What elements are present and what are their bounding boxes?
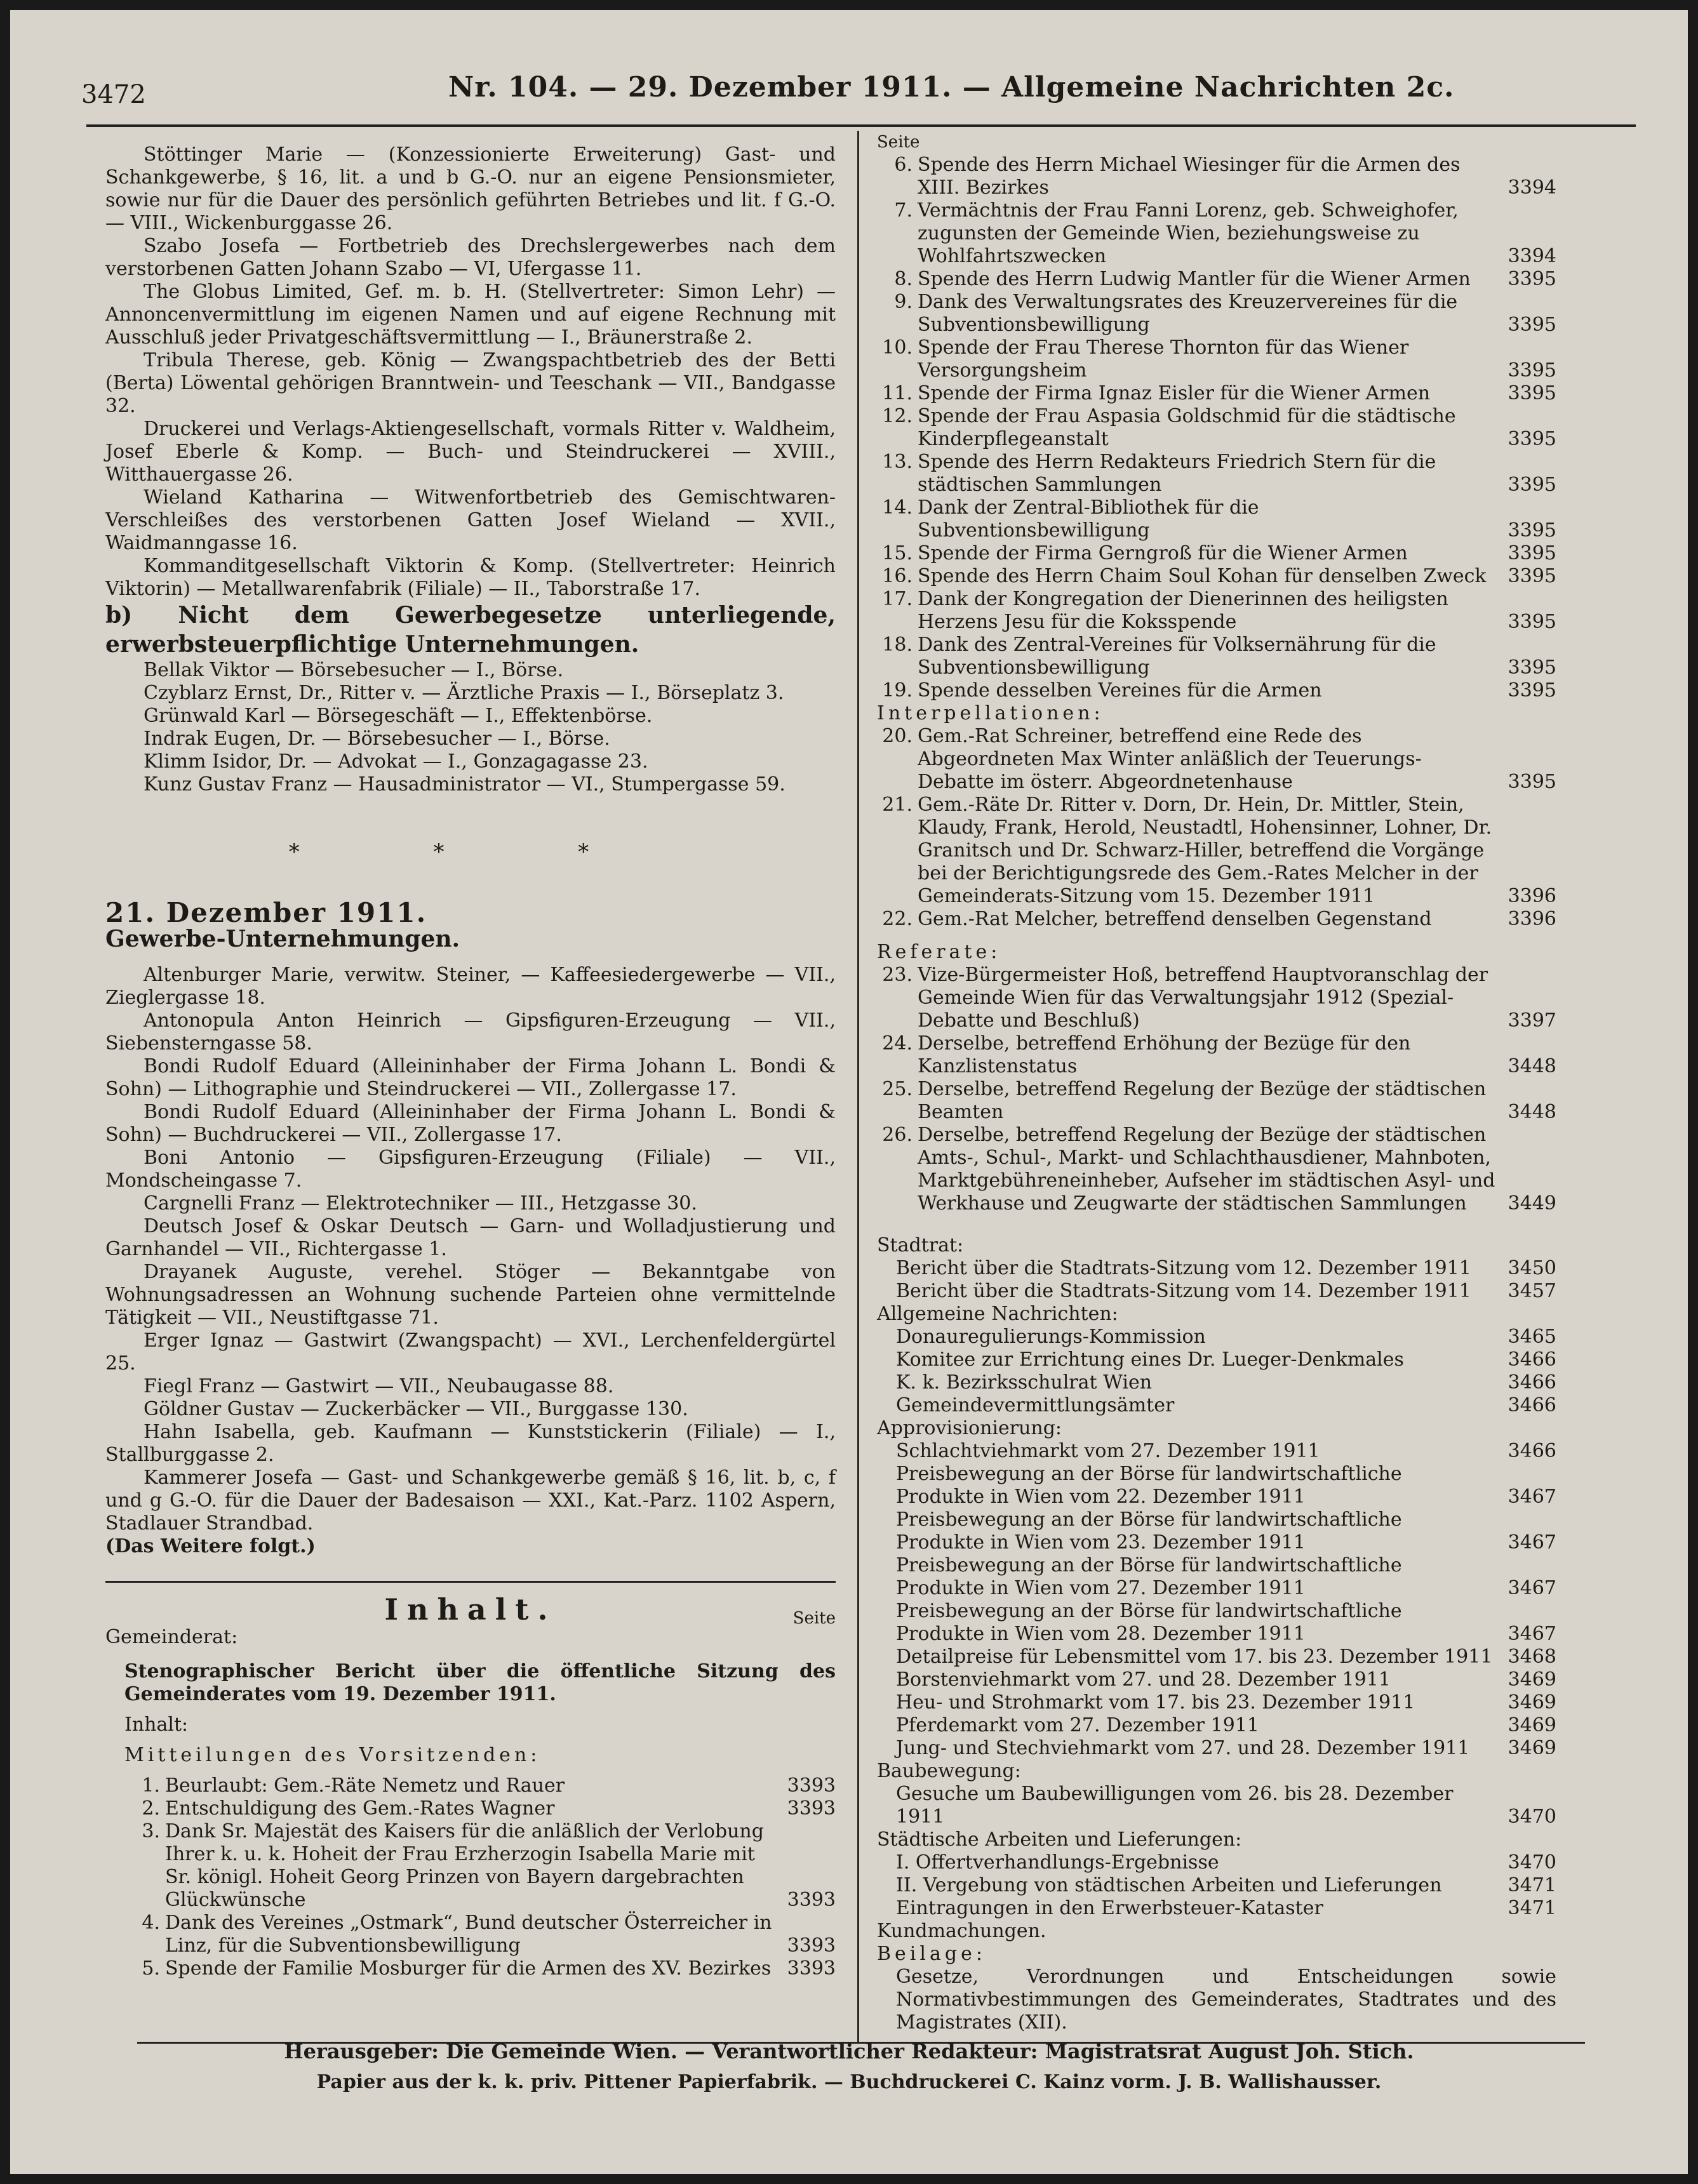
toc-entry-page: 3469 (1507, 1691, 1556, 1714)
toc-entry-page: 3450 (1507, 1257, 1556, 1279)
toc-entry-text: Gem.-Rat Melcher, betreffend denselben Gegenstand (918, 908, 1432, 930)
toc-list-a (877, 154, 1556, 702)
sub-heading: Gewerbe-Unternehmungen. (105, 926, 460, 952)
toc-entry-number: 17. (882, 588, 913, 610)
toc-entry (877, 1371, 1556, 1394)
bericht-title: Stenographischer Bericht über die öffentliche Sitzung des Gemeinderates vom 19. Dezember 1911. (124, 1660, 836, 1705)
toc-entry-text: Gem.-Rat Schreiner, betreffend eine Rede des Abgeordneten Max Winter anläßlich der Teuerungs-Debatte im österr. Abgeordnetenhause (918, 725, 1422, 793)
toc-staedt (877, 1851, 1556, 1920)
toc-entry-text: Spende des Herrn Chaim Soul Kohan für denselben Zweck (918, 565, 1487, 587)
toc-entry-text: Detailpreise für Lebensmittel vom 17. bis 23. Dezember 1911 (896, 1646, 1493, 1668)
toc-entry (877, 405, 1556, 451)
toc-entry (877, 1032, 1556, 1078)
toc-entry (877, 1737, 1556, 1760)
toc-entry-number: 4. (142, 1912, 160, 1934)
toc-entry-number: 13. (882, 451, 913, 473)
entries-top (105, 143, 836, 601)
toc-entry-text: Spende der Firma Ignaz Eisler für die Wiener Armen (918, 382, 1431, 404)
toc-entry-text: Jung- und Stechviehmarkt vom 27. und 28. Dezember 1911 (896, 1737, 1470, 1759)
register-entry: Klimm Isidor, Dr. — Advokat — I., Gonzagagasse 23. (144, 750, 648, 773)
toc-entry-page: 3468 (1507, 1646, 1556, 1668)
interpellationen-label: Interpellationen: (877, 702, 1104, 724)
toc-entry-page: 3467 (1507, 1486, 1556, 1508)
toc-entry (877, 565, 1556, 588)
toc-entry (877, 1257, 1556, 1280)
register-entry: Bondi Rudolf Eduard (Alleininhaber der Firma Johann L. Bondi & Sohn) — Buchdruckerei — VII., Zollergasse 17. (105, 1101, 836, 1146)
entries-21 (105, 964, 836, 1535)
register-entry: Deutsch Josef & Oskar Deutsch — Garn- und Wolladjustierung und Garnhandel — VII., Richtergasse 1. (105, 1215, 836, 1260)
toc-entry-text: Derselbe, betreffend Regelung der Bezüge der städtischen Amts-, Schul-, Markt- und Schlachthausdiener, Mahnboten, Marktgebühreneinheber, Aufseher im städtischen Asyl- und Werkhause und Zeugwarte der städtischen Sammlungen (918, 1124, 1495, 1215)
toc-entry (877, 1078, 1556, 1124)
toc-entry-page: 3393 (787, 1934, 836, 1957)
toc-entry-text: Gesuche um Baubewilligungen vom 26. bis 28. Dezember 1911 (896, 1783, 1454, 1828)
inhalt-rule (105, 1581, 836, 1583)
toc-entry (877, 1897, 1556, 1920)
toc-entry-page: 3393 (787, 1797, 836, 1820)
toc-entry-text: Dank Sr. Majestät des Kaisers für die anläßlich der Verlobung Ihrer k. u. k. Hoheit der Frau Erzherzogin Isabella Marie mit Sr. königl. Hoheit Georg Prinzen von Bayern dargebrachten Glückwünsche (165, 1820, 764, 1911)
kund-label: Kundmachungen. (877, 1920, 1046, 1942)
toc-entry-page: 3448 (1507, 1101, 1556, 1123)
toc-entry-text: Schlachtviehmarkt vom 27. Dezember 1911 (896, 1440, 1320, 1462)
continued-note: (Das Weitere folgt.) (105, 1535, 316, 1557)
register-entry: The Globus Limited, Gef. m. b. H. (Stellvertreter: Simon Lehr) — Annoncenvermittlung im eigenen Namen und auf eigene Rechnung mit Ausschluß jeder Privatgeschäftsvermittlung — I., Bräunerstraße 2. (105, 281, 836, 349)
toc-entry-text: Dank der Kongregation der Dienerinnen des heiligsten Herzens Jesu für die Koksspende (918, 588, 1448, 633)
toc-entry-text: Spende der Frau Aspasia Goldschmid für die städtische Kinderpflegeanstalt (918, 405, 1456, 450)
toc-entry (877, 588, 1556, 634)
toc-entry-number: 21. (882, 794, 913, 816)
toc-entry (877, 1394, 1556, 1417)
toc-entry-text: Dank des Zentral-Vereines für Volksernährung für die Subventionsbewilligung (918, 634, 1436, 679)
toc-entry-page: 3466 (1507, 1440, 1556, 1462)
register-entry: Stöttinger Marie — (Konzessionierte Erweiterung) Gast- und Schankgewerbe, § 16, lit. a und b G.-O. nur an eigene Pensionsmieter, sowie nur für die Dauer des persönlich geführten Betriebes und lit. f G.-O. — VIII., Wickenburggasse 26. (105, 143, 836, 234)
toc-entry-page: 3395 (1507, 268, 1556, 290)
toc-entry-text: Dank der Zentral-Bibliothek für die Subventionsbewilligung (918, 496, 1259, 542)
toc-entry-text: Beurlaubt: Gem.-Räte Nemetz und Rauer (165, 1774, 565, 1797)
toc-entry-number: 10. (882, 336, 913, 359)
toc-entry-text: Gem.-Räte Dr. Ritter v. Dorn, Dr. Hein, Dr. Mittler, Stein, Klaudy, Frank, Herold, Neustadtl, Hohensinner, Lohner, Dr. Granitsch und Dr. Schwarz-Hiller, betreffend die Vorgänge bei der Berichtigungsrede des Gem.-Rates Melcher in der Gemeinderats-Sitzung vom 15. Dezember 1911 (918, 794, 1492, 907)
toc-entry-page: 3394 (1507, 245, 1556, 267)
toc-entry-text: Pferdemarkt vom 27. Dezember 1911 (896, 1714, 1260, 1736)
inhalt-title (105, 1592, 836, 1628)
toc-entry-text: Derselbe, betreffend Erhöhung der Bezüge für den Kanzlistenstatus (918, 1032, 1411, 1077)
toc-entry (877, 1600, 1556, 1646)
toc-entry (877, 496, 1556, 542)
toc-entry-page: 3465 (1507, 1326, 1556, 1348)
toc-entry-text: Vize-Bürgermeister Hoß, betreffend Hauptvoranschlag der Gemeinde Wien für das Verwaltungsjahr 1912 (Spezial-Debatte und Beschluß) (918, 964, 1488, 1032)
approv-label: Approvisionierung: (877, 1417, 1062, 1439)
register-entry: Szabo Josefa — Fortbetrieb des Drechslergewerbes nach dem verstorbenen Gatten Johann Szabo — VI, Ufergasse 11. (105, 235, 836, 280)
toc-entry-text: Spende des Herrn Redakteurs Friedrich Stern für die städtischen Sammlungen (918, 451, 1436, 496)
toc-entry-text: Spende des Herrn Ludwig Mantler für die Wiener Armen (918, 268, 1471, 290)
toc-entry-text: Heu- und Strohmarkt vom 17. bis 23. Dezember 1911 (896, 1691, 1415, 1714)
register-entry: Kammerer Josefa — Gast- und Schankgewerbe gemäß § 16, lit. b, c, f und g G.-O. für die Dauer der Badesaison — XXI., Kat.-Parz. 1102 Aspern, Stadlauer Strandbad. (105, 1467, 836, 1535)
toc-entry (877, 1668, 1556, 1691)
toc-entry-number: 25. (882, 1078, 913, 1100)
toc-entry-text: II. Vergebung von städtischen Arbeiten und Lieferungen (896, 1874, 1442, 1896)
register-entry: Drayanek Auguste, verehel. Stöger — Bekanntgabe von Wohnungsadressen an Wohnung suchende Parteien ohne vermittelnde Tätigkeit — VII., Neustiftgasse 71. (105, 1261, 836, 1329)
toc-entry (877, 1124, 1556, 1215)
toc-entry-text: Vermächtnis der Frau Fanni Lorenz, geb. Schweighofer, zugunsten der Gemeinde Wien, beziehungsweise zu Wohlfahrtszwecken (918, 199, 1459, 267)
toc-entry (877, 1440, 1556, 1463)
register-entry: Kommanditgesellschaft Viktorin & Komp. (Stellvertreter: Heinrich Viktorin) — Metallwarenfabrik (Filiale) — II., Taborstraße 17. (105, 555, 836, 600)
toc-stadtrat (877, 1257, 1556, 1303)
toc-entry-text: Preisbewegung an der Börse für landwirtschaftliche Produkte in Wien vom 23. Dezember 1911 (896, 1508, 1402, 1554)
page-header-title: Nr. 104. — 29. Dezember 1911. — Allgemeine Nachrichten 2c. (448, 71, 1455, 103)
toc-entry (877, 268, 1556, 291)
allg-label: Allgemeine Nachrichten: (877, 1303, 1118, 1325)
toc-entry (877, 1554, 1556, 1600)
toc-entry-text: Dank des Vereines „Ostmark“, Bund deutscher Österreicher in Linz, für die Subventionsbewilligung (165, 1912, 772, 1957)
toc-entry (877, 1646, 1556, 1668)
mitteilungen-label: Mitteilungen des Vorsitzenden: (124, 1744, 541, 1766)
toc-entry-page: 3396 (1507, 908, 1556, 930)
toc-entry-number: 22. (882, 908, 913, 930)
toc-entry-number: 23. (882, 964, 913, 986)
toc-entry (877, 1463, 1556, 1508)
toc-entry-text: Spende der Firma Gerngroß für die Wiener Armen (918, 542, 1408, 564)
register-entry: Kunz Gustav Franz — Hausadministrator — VI., Stumpergasse 59. (144, 773, 785, 796)
toc-entry (877, 1874, 1556, 1897)
toc-entry-number: 1. (142, 1774, 160, 1797)
toc-entry-text: I. Offertverhandlungs-Ergebnisse (896, 1851, 1219, 1874)
imprint-printer: Papier aus der k. k. priv. Pittener Papierfabrik. — Buchdruckerei C. Kainz vorm. J. B. Wallishausser. (316, 2071, 1382, 2093)
toc-entry-text: K. k. Bezirksschulrat Wien (896, 1371, 1153, 1394)
toc-entry-page: 3469 (1507, 1668, 1556, 1691)
toc-list-c (877, 964, 1556, 1215)
referate-label: Referate: (877, 941, 1001, 963)
toc-entry-page: 3395 (1507, 679, 1556, 702)
toc-approv (877, 1440, 1556, 1760)
seite-label-left: Seite (792, 1609, 836, 1628)
newspaper-page (10, 10, 1688, 2174)
toc-entry-page: 3394 (1507, 176, 1556, 199)
register-entry: Grünwald Karl — Börsegeschäft — I., Effektenbörse. (144, 705, 653, 727)
toc-entry-page: 3393 (787, 1889, 836, 1911)
toc-entry (877, 1691, 1556, 1714)
toc-entry-number: 16. (882, 565, 913, 587)
toc-entry-page: 3395 (1507, 359, 1556, 382)
date-heading: 21. Dezember 1911. (105, 897, 427, 928)
register-entry: Altenburger Marie, verwitw. Steiner, — Kaffeesiedergewerbe — VII., Zieglergasse 18. (105, 964, 836, 1009)
register-entry: Cargnelli Franz — Elektrotechniker — III., Hetzgasse 30. (144, 1192, 697, 1215)
toc-entry (877, 908, 1556, 931)
toc-entry (105, 1957, 836, 1980)
toc-entry (105, 1912, 836, 1957)
toc-entry-page: 3469 (1507, 1714, 1556, 1736)
toc-entry-number: 14. (882, 496, 913, 519)
toc-entry-text: Bericht über die Stadtrats-Sitzung vom 14. Dezember 1911 (896, 1280, 1471, 1302)
toc-entry-number: 12. (882, 405, 913, 427)
toc-entry-number: 26. (882, 1124, 913, 1146)
toc-entry-page: 3466 (1507, 1371, 1556, 1394)
toc-entry (877, 199, 1556, 268)
toc-entry-number: 3. (142, 1820, 160, 1842)
toc-entry-text: Bericht über die Stadtrats-Sitzung vom 12. Dezember 1911 (896, 1257, 1471, 1279)
imprint-publisher: Herausgeber: Die Gemeinde Wien. — Verantwortlicher Redakteur: Magistratsrat August Joh. Stich. (284, 2039, 1414, 2063)
toc-entry-page: 3396 (1507, 885, 1556, 907)
register-entry: Wieland Katharina — Witwenfortbetrieb des Gemischtwaren-Verschleißes des verstorbenen Gatten Josef Wieland — XVII., Waidmanngasse 16. (105, 486, 836, 554)
toc-entry-number: 6. (894, 154, 913, 176)
toc-entry-page: 3471 (1507, 1874, 1556, 1896)
register-entry: Erger Ignaz — Gastwirt (Zwangspacht) — XVI., Lerchenfeldergürtel 25. (105, 1329, 836, 1375)
toc-entry-page: 3395 (1507, 542, 1556, 564)
toc-entry-number: 11. (882, 382, 913, 404)
right-column (877, 131, 1556, 2034)
page-number: 3472 (81, 80, 146, 109)
toc-entry-page: 3467 (1507, 1531, 1556, 1554)
section-heading-b: b) Nicht dem Gewerbegesetze unterliegende, erwerbsteuerpflichtige Unternehmungen. (105, 602, 836, 658)
toc-entry-text: Spende der Familie Mosburger für die Armen des XV. Bezirkes (165, 1957, 772, 1980)
toc-entry-number: 9. (894, 291, 913, 313)
toc-entry (877, 964, 1556, 1032)
toc-entry-number: 15. (882, 542, 913, 564)
toc-entry (877, 725, 1556, 794)
toc-entry (877, 1280, 1556, 1303)
toc-entry (877, 1348, 1556, 1371)
toc-entry-text: Donauregulierungs-Kommission (896, 1326, 1206, 1348)
toc-entry-text: Spende der Frau Therese Thornton für das Wiener Versorgungsheim (918, 336, 1409, 382)
toc-entry-text: Eintragungen in den Erwerbsteuer-Kataster (896, 1897, 1323, 1919)
entries-b (105, 659, 836, 796)
toc-entry-page: 3470 (1507, 1851, 1556, 1874)
register-entry: Fiegl Franz — Gastwirt — VII., Neubaugasse 88. (144, 1375, 614, 1397)
toc-allg (877, 1326, 1556, 1417)
toc-entry (877, 542, 1556, 565)
toc-entry-page: 3457 (1507, 1280, 1556, 1302)
toc-entry-number: 7. (894, 199, 913, 222)
toc-entry-page: 3471 (1507, 1897, 1556, 1919)
toc-entry (877, 634, 1556, 679)
toc-entry (105, 1774, 836, 1797)
register-entry: Bondi Rudolf Eduard (Alleininhaber der Firma Johann L. Bondi & Sohn) — Lithographie und Steindruckerei — VII., Zollergasse 17. (105, 1055, 836, 1100)
toc-entry-page: 3395 (1507, 382, 1556, 404)
toc-entry-page: 3466 (1507, 1394, 1556, 1416)
toc-entry-number: 5. (142, 1957, 160, 1980)
toc-entry (877, 1783, 1556, 1828)
register-entry: Czyblarz Ernst, Dr., Ritter v. — Ärztliche Praxis — I., Börseplatz 3. (144, 682, 784, 704)
toc-entry-page: 3395 (1507, 611, 1556, 633)
beilage-text: Gesetze, Verordnungen und Entscheidungen sowie Normativbestimmungen des Gemeinderates, Stadtrates und des Magistrates (XII). (896, 1966, 1556, 2034)
stadtrat-label: Stadtrat: (877, 1234, 964, 1256)
column-divider (857, 131, 859, 2042)
toc-entry (877, 336, 1556, 382)
toc-entry-number: 18. (882, 634, 913, 656)
toc-entry-page: 3395 (1507, 771, 1556, 793)
register-entry: Bellak Viktor — Börsebesucher — I., Börse. (144, 659, 564, 681)
toc-entry (105, 1820, 836, 1912)
toc-entry-page: 3467 (1507, 1577, 1556, 1599)
toc-list-b (877, 725, 1556, 931)
register-entry: Tribula Therese, geb. König — Zwangspachtbetrieb des der Betti (Berta) Löwental gehörigen Branntwein- und Teeschank — VII., Bandgasse 32. (105, 349, 836, 417)
toc-entry-page: 3395 (1507, 474, 1556, 496)
gemeinderat-label: Gemeinderat: (105, 1626, 238, 1648)
toc-entry (877, 794, 1556, 908)
toc-entry (877, 1508, 1556, 1554)
left-column (105, 143, 836, 1980)
toc-entry-page: 3395 (1507, 519, 1556, 542)
toc-entry-page: 3393 (787, 1957, 836, 1980)
inhalt-label: Inhalt: (124, 1714, 189, 1736)
toc-entry-text: Preisbewegung an der Börse für landwirtschaftliche Produkte in Wien vom 22. Dezember 1911 (896, 1463, 1402, 1508)
register-entry: Indrak Eugen, Dr. — Börsebesucher — I., Börse. (144, 728, 610, 750)
toc-entry (877, 1851, 1556, 1874)
toc-entry-page: 3469 (1507, 1737, 1556, 1759)
toc-entry-text: Preisbewegung an der Börse für landwirtschaftliche Produkte in Wien vom 27. Dezember 1911 (896, 1554, 1402, 1599)
toc-entry (877, 382, 1556, 405)
toc-entry (877, 451, 1556, 496)
toc-entry-text: Spende des Herrn Michael Wiesinger für die Armen des XIII. Bezirkes (918, 154, 1461, 199)
toc-entry-text: Komitee zur Errichtung eines Dr. Lueger-Denkmales (896, 1348, 1404, 1371)
toc-entry-page: 3470 (1507, 1806, 1556, 1828)
toc-entry-page: 3393 (787, 1774, 836, 1797)
toc-entry-page: 3449 (1507, 1192, 1556, 1215)
toc-entry-page: 3395 (1507, 565, 1556, 587)
toc-entry-number: 20. (882, 725, 913, 747)
toc-entry (877, 1326, 1556, 1348)
toc-entry-text: Preisbewegung an der Börse für landwirtschaftliche Produkte in Wien vom 28. Dezember 1911 (896, 1600, 1402, 1645)
toc-entry-text: Borstenviehmarkt vom 27. und 28. Dezember 1911 (896, 1668, 1391, 1691)
toc-entry (877, 679, 1556, 702)
toc-entry-text: Spende desselben Vereines für die Armen (918, 679, 1322, 702)
header-rule (86, 124, 1636, 127)
register-entry: Boni Antonio — Gipsfiguren-Erzeugung (Filiale) — VII., Mondscheingasse 7. (105, 1147, 836, 1192)
register-entry: Antonopula Anton Heinrich — Gipsfiguren-Erzeugung — VII., Siebensterngasse 58. (105, 1009, 836, 1055)
toc-entry (877, 291, 1556, 336)
beilage-label: Beilage: (877, 1943, 986, 1965)
toc-entry-number: 8. (894, 268, 913, 290)
bau-label: Baubewegung: (877, 1760, 1021, 1782)
toc-entry-number: 2. (142, 1797, 160, 1820)
register-entry: Göldner Gustav — Zuckerbäcker — VII., Burggasse 130. (144, 1398, 688, 1420)
toc-entry-number: 24. (882, 1032, 913, 1055)
register-entry: Hahn Isabella, geb. Kaufmann — Kunststickerin (Filiale) — I., Stallburggasse 2. (105, 1421, 836, 1466)
staedt-label: Städtische Arbeiten und Lieferungen: (877, 1828, 1242, 1851)
toc-entry-page: 3395 (1507, 656, 1556, 679)
toc-entry-text: Gemeindevermittlungsämter (896, 1394, 1175, 1416)
toc-entry (877, 154, 1556, 199)
separator-stars: * * * (288, 839, 653, 865)
toc-entry (877, 1714, 1556, 1737)
toc-entry-page: 3397 (1507, 1009, 1556, 1032)
toc-entry-text: Dank des Verwaltungsrates des Kreuzervereines für die Subventionsbewilligung (918, 291, 1458, 336)
seite-label-right: Seite (877, 133, 920, 152)
toc-entry-page: 3467 (1507, 1623, 1556, 1645)
register-entry: Druckerei und Verlags-Aktiengesellschaft, vormals Ritter v. Waldheim, Josef Eberle & Komp. — Buch- und Steindruckerei — XVIII., Witthauergasse 26. (105, 418, 836, 486)
toc-entry-text: Entschuldigung des Gem.-Rates Wagner (165, 1797, 555, 1820)
toc-entry-number: 19. (882, 679, 913, 702)
toc-bau (877, 1783, 1556, 1828)
toc-entry-page: 3448 (1507, 1055, 1556, 1077)
toc-entry-text: Derselbe, betreffend Regelung der Bezüge der städtischen Beamten (918, 1078, 1487, 1123)
toc-entry-page: 3395 (1507, 428, 1556, 450)
toc-entry (105, 1797, 836, 1820)
inhalt-title-text: Inhalt. (384, 1592, 557, 1627)
toc-entry-page: 3395 (1507, 314, 1556, 336)
toc-entry-page: 3466 (1507, 1348, 1556, 1371)
left-toc (105, 1774, 836, 1980)
